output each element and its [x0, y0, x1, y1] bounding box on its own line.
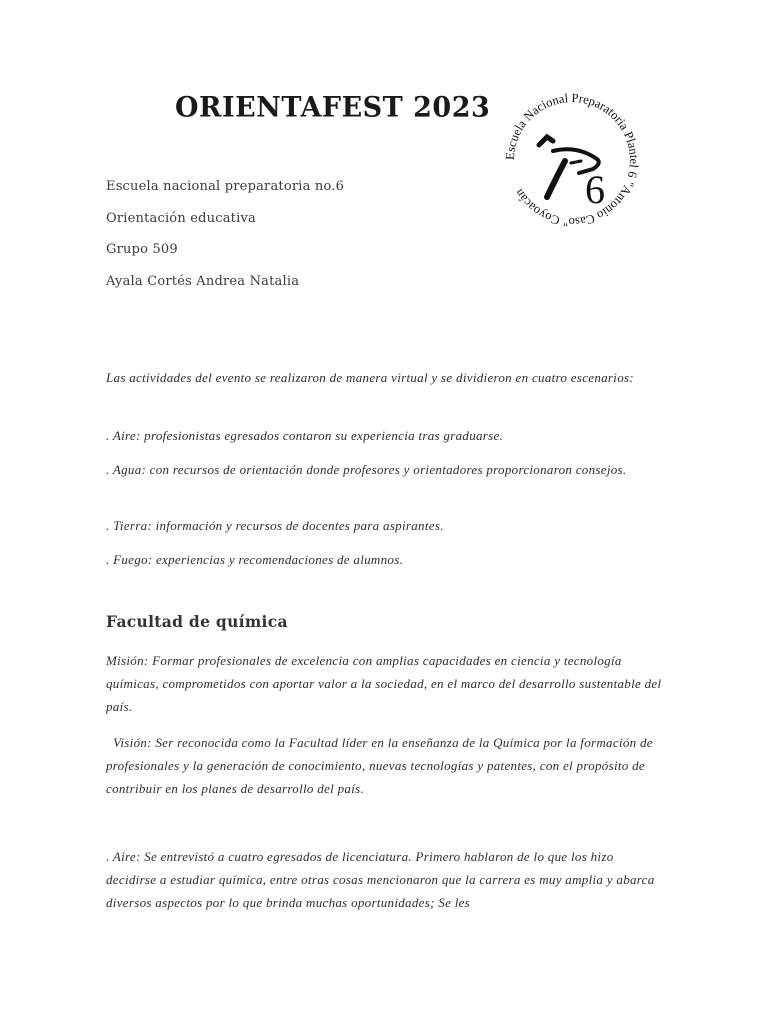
scenario-agua: . Agua: con recursos de orientación donde profesores y orientadores proporcionaron consejos.: [106, 462, 627, 477]
mision-paragraph: Misión: Formar profesionales de excelencia con amplias capacidades en ciencia y tecnología químicas, comprometidos con aportar valor a la sociedad, en el marco del desarrollo sustentable del país.: [106, 653, 662, 714]
document-title: ORIENTAFEST 2023: [175, 91, 491, 124]
aire-detail-paragraph: . Aire: Se entrevistó a cuatro egresados de licenciatura. Primero hablaron de lo que los hizo decidirse a estudiar química, entre otras cosas mencionaron que la carrera es muy amplia y abarca diversos aspectos por lo que brinda muchas oportunidades; Se les: [106, 849, 655, 910]
scenario-aire: . Aire: profesionistas egresados contaron su experiencia tras graduarse.: [106, 428, 504, 443]
school-seal-logo-icon: [497, 85, 647, 235]
header-info-list: [106, 178, 344, 304]
group-number: Grupo 509: [106, 242, 178, 257]
seal-center-number: 6: [585, 167, 605, 212]
vision-paragraph: Visión: Ser reconocida como la Facultad líder en la enseñanza de la Química por la formación de profesionales y la generación de conocimiento, nuevas tecnologías y patentes, con el propósito de contribuir en los planes de desarrollo del país.: [106, 735, 657, 796]
scenario-tierra: . Tierra: información y recursos de docentes para aspirantes.: [106, 518, 444, 533]
seal-ring-text: Escuela Nacional Preparatoria Plantel 6 "Antonio Caso" Coyoacán: [502, 90, 642, 230]
scenario-fuego: . Fuego: experiencias y recomendaciones de alumnos.: [106, 552, 404, 567]
student-name: Ayala Cortés Andrea Natalia: [106, 273, 300, 289]
subject-name: Orientación educativa: [106, 210, 256, 226]
school-name: Escuela nacional preparatoria no.6: [106, 179, 345, 194]
section-heading: Facultad de química: [106, 612, 288, 631]
intro-paragraph: Las actividades del evento se realizaron de manera virtual y se dividieron en cuatro escenarios:: [106, 370, 634, 385]
